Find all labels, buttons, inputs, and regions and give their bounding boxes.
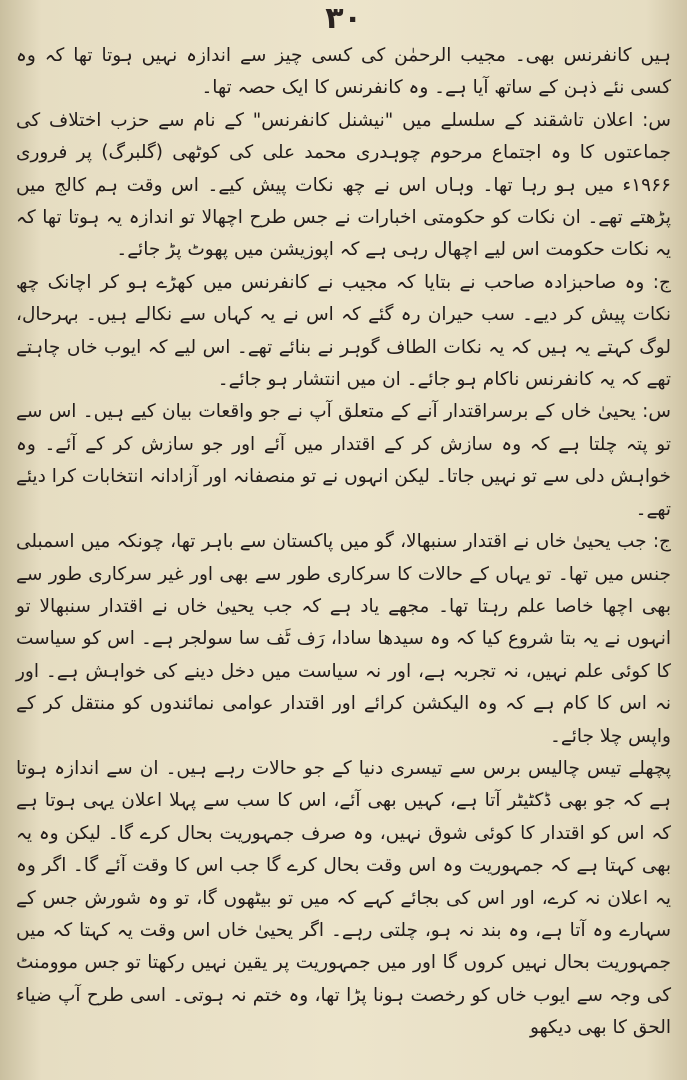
paragraph: پچھلے تیس چالیس برس سے تیسری دنیا کے جو حالات رہے ہیں۔ ان سے اندازہ ہوتا ہے کہ جو بھی ڈکٹیٹر آتا ہے، کہیں بھی آئے، اس کا سب سے پہلا اعلان یہی ہوتا ہے کہ اس کو اقتدار کا کوئی شوق نہیں، وہ صرف جمہوریت بحال کرے گا۔ لیکن وہ یہ بھی کہتا ہے کہ جمہوریت وہ اس وقت بحال کرے گا جب اس کا وقت آئے گا۔ اگر وہ یہ اعلان نہ کرے، اور اس کی بجائے کہے کہ میں تو بیٹھوں گا، تو وہ شورش جس کے سہارے وہ آتا ہے، وہ بند نہ ہو، چلتی رہے۔ اگر یحییٰ خاں اس وقت یہ کہتا کہ میں جمہوریت بحال نہیں کروں گا اور میں جمہوریت پر یقین نہیں رکھتا تو جس موومنٹ کی وجہ سے ایوب خاں کو رخصت ہونا پڑا تھا، وہ ختم نہ ہوتی۔ اسی طرح آپ ضیاء الحق کا بھی دیکھو <box>16 757 671 1039</box>
page-number: ۳۰ <box>325 1 362 36</box>
paragraph: ج: جب یحییٰ خاں نے اقتدار سنبھالا، گو میں پاکستان سے باہر تھا، چونکہ میں اسمبلی جنس میں تھا۔ تو یہاں کے حالات کا سرکاری طور سے بھی اور غیر سرکاری طور سے بھی اچھا خاصا علم رہتا تھا۔ مجھے یاد ہے کہ جب یحییٰ خاں نے اقتدار سنبھالا تو انہوں نے یہ بتا شروع کیا کہ وہ سیدھا سادا، رَف ٹَف سا سولجر ہے۔ اس کو سیاست کا کوئی علم نہیں، نہ تجربہ ہے، اور نہ سیاست میں دخل دینے کی خواہش ہے۔ اور نہ اس کا کام ہے کہ وہ الیکشن کرائے اور اقتدار عوامی نمائندوں کو منتقل کر کے واپس چلا جائے۔ <box>16 531 671 747</box>
paragraph: س: یحییٰ خاں کے برسراقتدار آنے کے متعلق آپ نے جو واقعات بیان کیے ہیں۔ اس سے تو پتہ چلتا ہے کہ وہ سازش کر کے اقتدار میں آئے اور جو سازش کر کے آئے۔ وہ خواہش دلی سے تو نہیں جاتا۔ لیکن انہوں نے تو منصفانہ اور آزادانہ انتخابات کرا دیئے تھے۔ <box>16 401 671 520</box>
paragraph: ہیں کانفرنس بھی۔ مجیب الرحمٰن کی کسی چیز سے اندازہ نہیں ہوتا تھا کہ وہ کسی نئے ذہن کے ساتھ آیا ہے۔ وہ کانفرنس کا ایک حصہ تھا۔ <box>16 45 671 99</box>
paragraph: ج: وہ صاحبزادہ صاحب نے بتایا کہ مجیب نے کانفرنس میں کھڑے ہو کر اچانک چھ نکات پیش کر دیے۔ سب حیران رہ گئے کہ اس نے یہ کہاں سے نکالے ہیں۔ بہرحال، لوگ کہتے یہ ہیں کہ یہ نکات الطاف گوہر نے بنائے تھے۔ اس لیے کہ ایوب خاں چاہتے تھے کہ یہ کانفرنس ناکام ہو جائے۔ ان میں انتشار ہو جائے۔ <box>16 271 671 391</box>
paragraph: س: اعلان تاشقند کے سلسلے میں "نیشنل کانفرنس" کے نام سے حزب اختلاف کی جماعتوں کا وہ اجتماع مرحوم چوہدری محمد علی کی کوٹھی (گلبرگ) پر فروری ۱۹۶۶ء میں ہو رہا تھا۔ وہاں اس نے چھ نکات پیش کیے۔ اس وقت ہم کالج میں پڑھتے تھے۔ ان نکات کو حکومتی اخبارات نے جس طرح اچھالا تو اندازہ یہ ہوتا تھا کہ یہ نکات حکومت اس لیے اچھال رہی ہے کہ اپوزیشن میں پھوٹ پڑ جائے۔ <box>16 109 671 261</box>
body-text <box>16 40 671 1045</box>
